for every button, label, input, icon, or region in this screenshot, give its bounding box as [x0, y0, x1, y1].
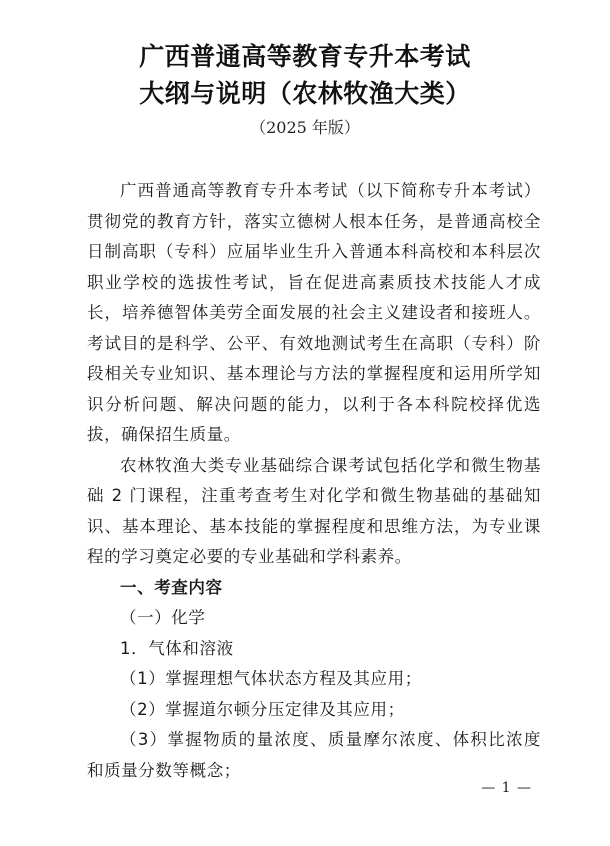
document-title-line-1: 广西普通高等教育专升本考试 — [139, 42, 471, 71]
list-item: （1）掌握理想气体状态方程及其应用； — [120, 669, 422, 688]
page-number: — 1 — — [481, 780, 532, 796]
topic-heading: 1．气体和溶液 — [120, 638, 234, 658]
edition-label: （2025 年版） — [250, 118, 360, 137]
list-item: （3）掌握物质的量浓度、质量摩尔浓度、体积比浓度和质量分数等概念； — [87, 730, 541, 780]
document-title-line-2: 大纲与说明（农林牧渔大类） — [139, 79, 471, 108]
section-heading: 一、考查内容 — [120, 577, 223, 597]
intro-paragraph: 广西普通高等教育专升本考试（以下简称专升本考试）贯彻党的教育方针，落实立德树人根本任务，是普通高校全日制高职（专科）应届毕业生升入普通本科高校和本科层次职业学校的选拔性考试，旨在促进高素质技术技能人才成长，培养德智体美劳全面发展的社会主义建设者和接班人。考试目的是科学、公平、有效地测试考生在高职（专科）阶段相关专业知识、基本理论与方法的掌握程度和运用所学知识分析问题、解决问题的能力，以利于各本科院校择优选拔，确保招生质量。 — [87, 181, 541, 444]
subsection-heading: （一）化学 — [120, 608, 206, 627]
scope-paragraph: 农林牧渔大类专业基础综合课考试包括化学和微生物基础 2 门课程，注重考查考生对化学和微生物基础的基础知识、基本理论、基本技能的掌握程度和思维方法，为专业课程的学习奠定必要的专业基础和学科素养。 — [87, 455, 541, 566]
list-item: （2）掌握道尔顿分压定律及其应用； — [120, 699, 405, 719]
document-body — [87, 176, 541, 786]
